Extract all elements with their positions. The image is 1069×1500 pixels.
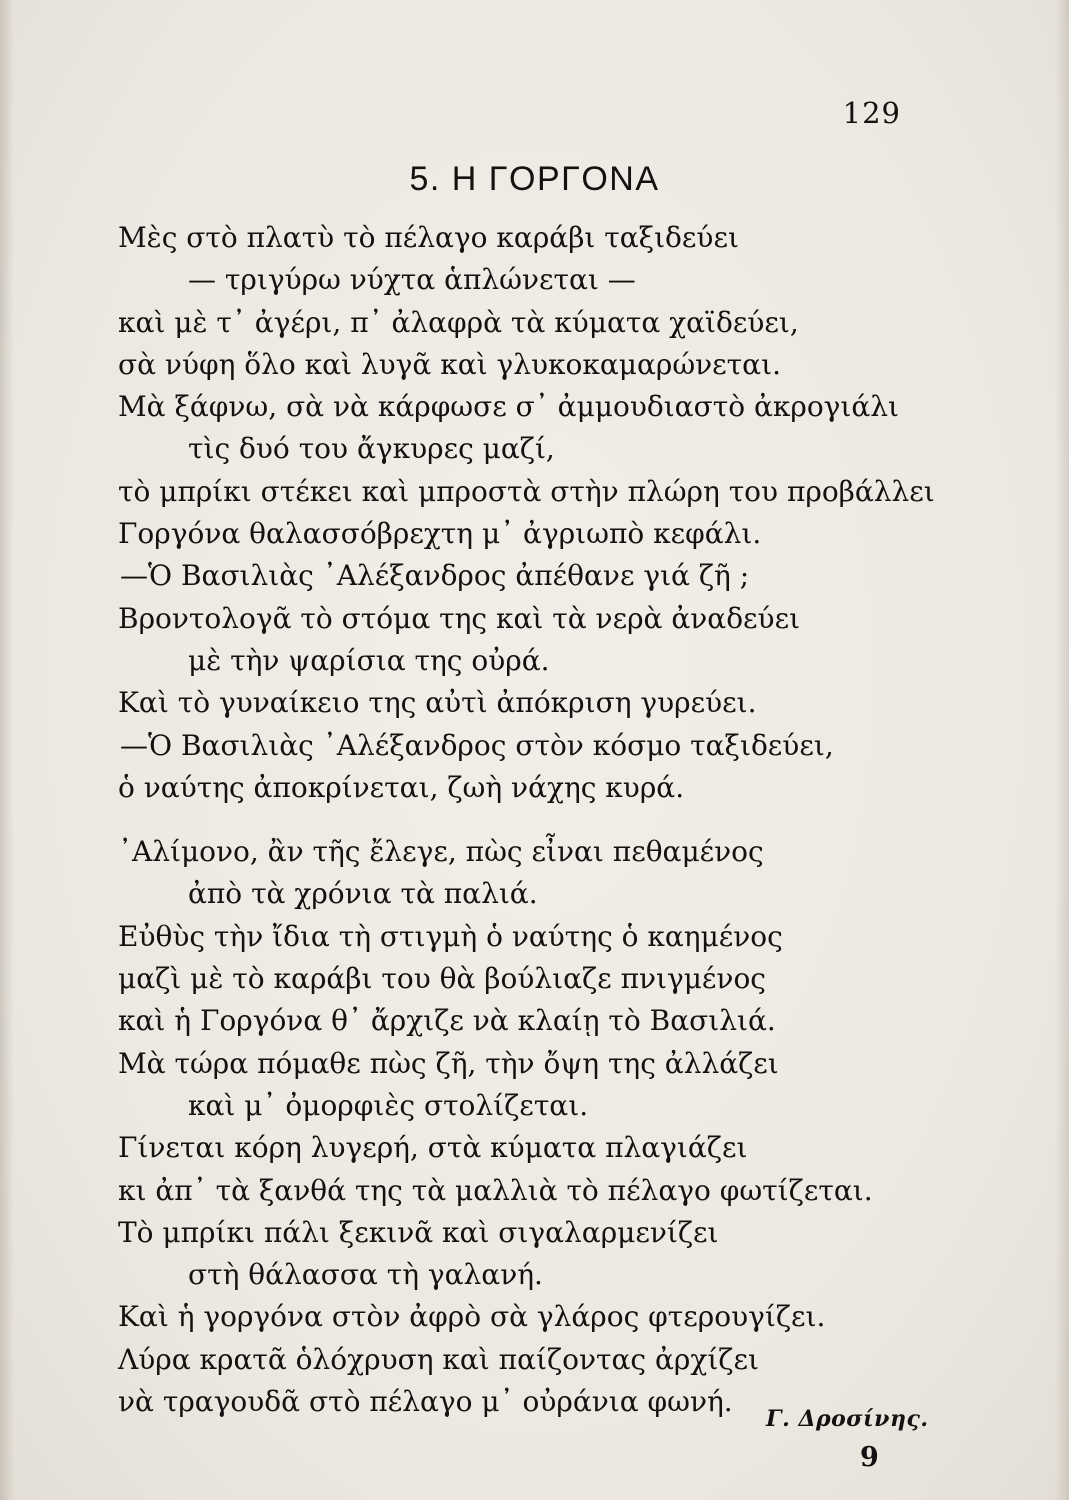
poem-title: 5. Η ΓΟΡΓΟΝΑ [409, 160, 660, 198]
poem-line: μαζὶ μὲ τὸ καράβι του θὰ βούλιαζε πνιγμένος [118, 962, 766, 996]
poem-line: Γίνεται κόρη λυγερή, στὰ κύματα πλαγιάζει [118, 1131, 748, 1165]
poem-line: Καὶ ἡ γοργόνα στὸν ἀφρὸ σὰ γλάρος φτερουγίζει. [118, 1300, 826, 1334]
poem-line: στὴ θάλασσα τὴ γαλανή. [188, 1258, 543, 1292]
poem-line: —Ὁ Βασιλιὰς ᾿Αλέξανδρος στὸν κόσμο ταξιδεύει, [120, 728, 834, 762]
poem-line: ὁ ναύτης ἀποκρίνεται, ζωὴ νάχης κυρά. [118, 770, 685, 804]
poem-line: νὰ τραγουδᾶ στὸ πέλαγο μ᾿ οὐράνια φωνή. [118, 1385, 733, 1419]
poem-line: Μὲς στὸ πλατὺ τὸ πέλαγο καράβι ταξιδεύει [118, 221, 739, 254]
page-edge-shadow-left [0, 0, 14, 1500]
poem-line: σὰ νύφη ὅλο καὶ λυγᾶ καὶ γλυκοκαμαρώνεται. [118, 347, 781, 381]
poem-line: —Ὁ Βασιλιὰς ᾿Αλέξανδρος ἀπέθανε γιά ζῆ ; [120, 559, 750, 593]
poem-line: μὲ τὴν ψαρίσια της οὐρά. [188, 643, 550, 677]
poem-line: Μὰ ξάφνω, σὰ νὰ κάρφωσε σ᾿ ἀμμουδιαστὸ ἀκρογιάλι [118, 390, 900, 424]
poem-line: καὶ μ᾿ ὀμορφιὲς στολίζεται. [188, 1088, 589, 1122]
stanza-1 [118, 217, 935, 809]
poem-line: ᾿Αλίμονο, ἂν τῆς ἔλεγε, πὼς εἶναι πεθαμένος [118, 835, 764, 869]
poem-line: Λύρα κρατᾶ ὁλόχρυση καὶ παίζοντας ἀρχίζει [118, 1342, 759, 1376]
poem-line: τὸ μπρίκι στέκει καὶ μπροστὰ στὴν πλώρη του προβάλλει [118, 474, 935, 508]
poem-line: Μὰ τώρα πόμαθε πὼς ζῆ, τὴν ὄψη της ἀλλάζει [118, 1046, 779, 1080]
poem-line: τὶς δυό του ἄγκυρες μαζί, [188, 432, 555, 466]
page-number: 129 [842, 96, 901, 130]
poem-line: — τριγύρω νύχτα ἁπλώνεται — [188, 263, 636, 297]
poem-line: καὶ μὲ τ᾿ ἀγέρι, π᾿ ἀλαφρὰ τὰ κύματα χαϊδεύει, [118, 305, 799, 339]
poem-line: ἀπὸ τὰ χρόνια τὰ παλιά. [188, 877, 538, 911]
poem-author: Γ. Δροσίνης. [766, 1406, 929, 1432]
poem-line: Εὐθὺς τὴν ἴδια τὴ στιγμὴ ὁ ναύτης ὁ καημένος [118, 919, 783, 953]
signature-mark: 9 [860, 1442, 879, 1473]
stanza-2 [118, 831, 918, 1423]
page-edge-shadow-right [1055, 0, 1069, 1500]
poem-line: Βροντολογᾶ τὸ στόμα της καὶ τὰ νερὰ ἀναδεύει [118, 601, 801, 635]
poem-line: Καὶ τὸ γυναίκειο της αὐτὶ ἀπόκριση γυρεύει. [118, 686, 757, 720]
poem-line: καὶ ἡ Γοργόνα θ᾿ ἄρχιζε νὰ κλαίῃ τὸ Βασιλιά. [118, 1004, 776, 1038]
poem-line: Τὸ μπρίκι πάλι ξεκινᾶ καὶ σιγαλαρμενίζει [118, 1215, 719, 1249]
poem-line: κι ἀπ᾿ τὰ ξανθά της τὰ μαλλιὰ τὸ πέλαγο φωτίζεται. [118, 1173, 873, 1207]
poem-line: Γοργόνα θαλασσόβρεχτη μ᾿ ἀγριωπὸ κεφάλι. [118, 517, 762, 551]
poem-body [118, 217, 935, 1423]
